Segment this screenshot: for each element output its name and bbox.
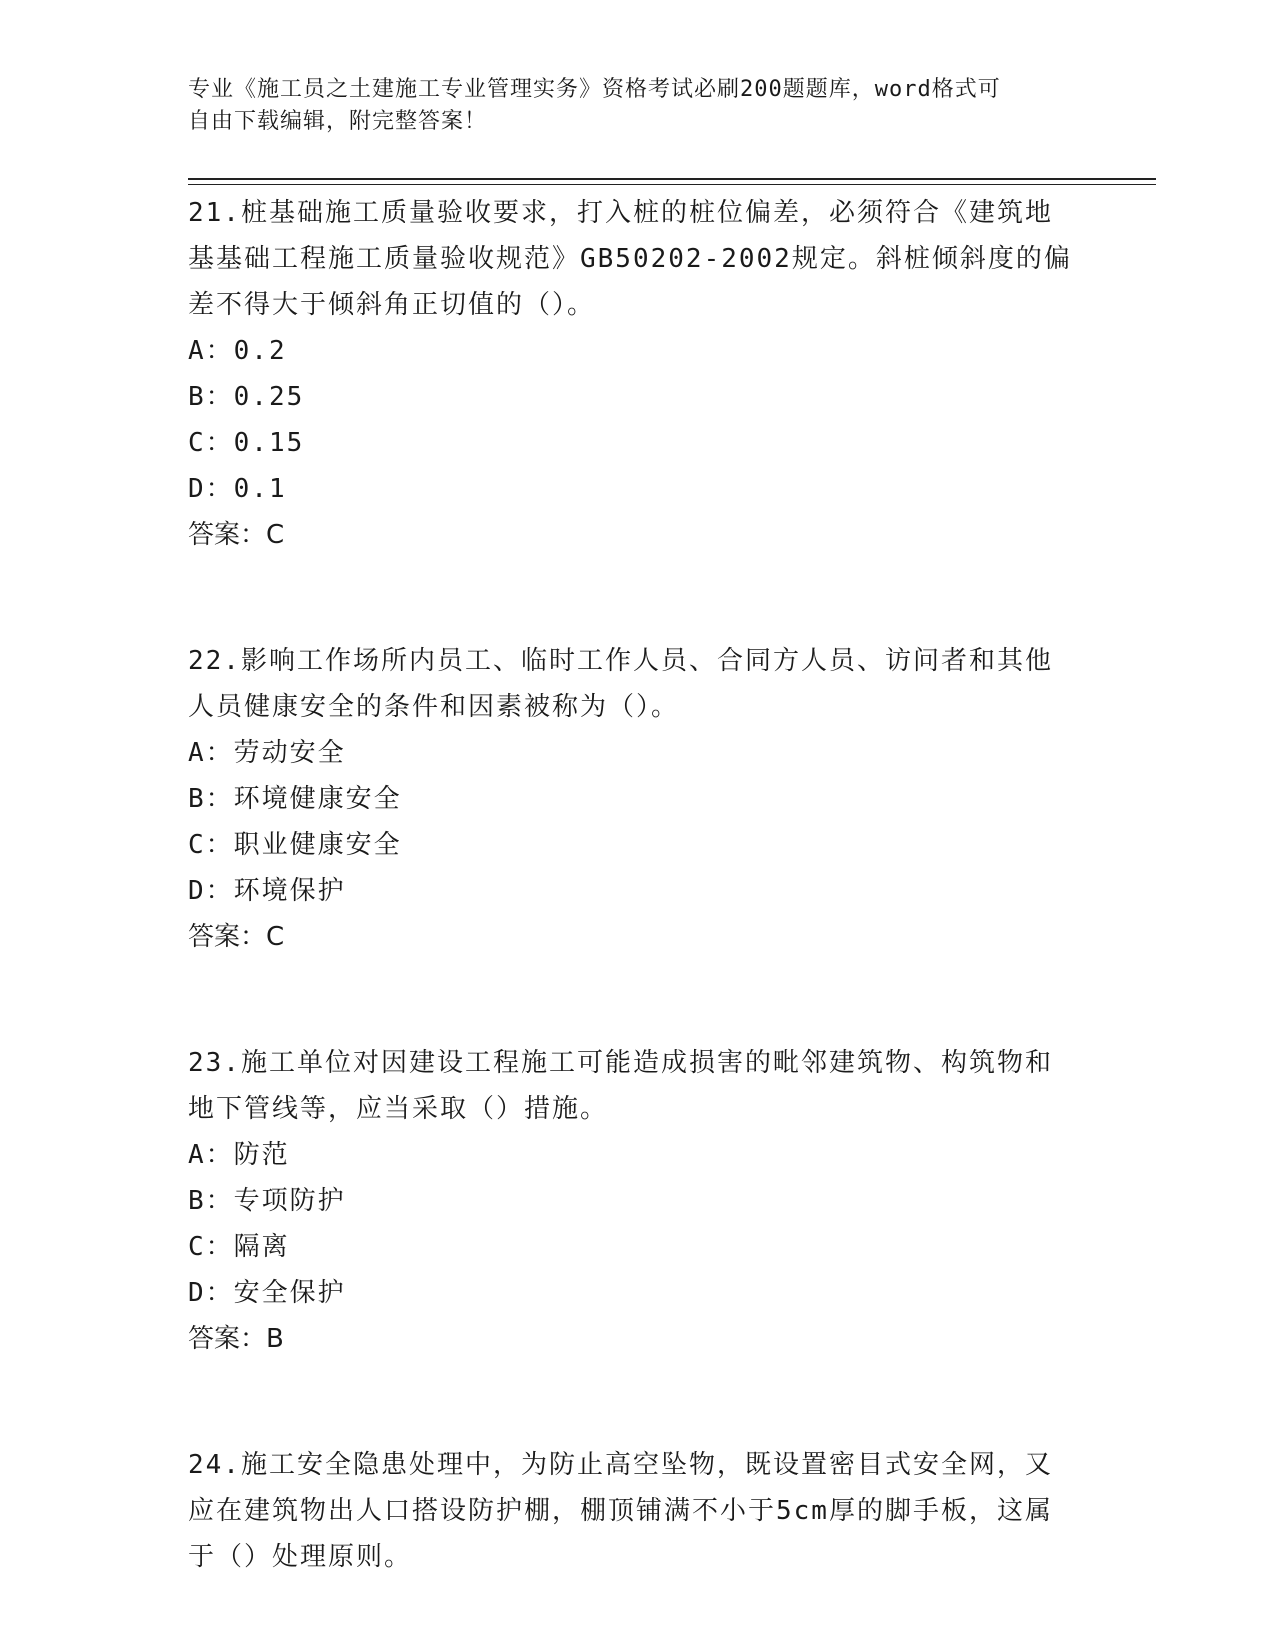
question-22	[188, 638, 1078, 960]
option-b: B：专项防护	[188, 1186, 346, 1216]
question-gap	[188, 960, 1078, 1040]
question-gap	[188, 1362, 1078, 1442]
option-b: B：环境健康安全	[188, 784, 402, 814]
header-subtitle-line: 自由下载编辑，附完整答案！	[188, 109, 488, 134]
question-23	[188, 1040, 1078, 1362]
option-a: A：劳动安全	[188, 738, 346, 768]
question-stem: 21.桩基础施工质量验收要求，打入桩的桩位偏差，必须符合《建筑地基基础工程施工质量验收规范》GB50202-2002规定。斜桩倾斜度的偏差不得大于倾斜角正切值的（）。	[188, 198, 1072, 320]
option-c: C：职业健康安全	[188, 830, 402, 860]
header-divider-thin	[188, 184, 1156, 185]
option-c: C：0.15	[188, 428, 305, 458]
option-a: A：防范	[188, 1140, 290, 1170]
option-d: D：0.1	[188, 474, 287, 504]
question-stem: 24.施工安全隐患处理中，为防止高空坠物，既设置密目式安全网，又应在建筑物出人口搭设防护棚，棚顶铺满不小于5cm厚的脚手板，这属于（）处理原则。	[188, 1450, 1053, 1572]
answer-line: 答案：C	[188, 922, 285, 952]
option-d: D：安全保护	[188, 1278, 346, 1308]
question-list	[188, 190, 1078, 1580]
header-title-line: 专业《施工员之土建施工专业管理实务》资格考试必刷200题题库，word格式可	[188, 77, 1001, 102]
document-header	[188, 74, 1068, 138]
question-21	[188, 190, 1078, 558]
option-b: B：0.25	[188, 382, 305, 412]
option-d: D：环境保护	[188, 876, 346, 906]
answer-line: 答案：B	[188, 1324, 284, 1354]
question-gap	[188, 558, 1078, 638]
question-stem: 23.施工单位对因建设工程施工可能造成损害的毗邻建筑物、构筑物和地下管线等，应当采取（）措施。	[188, 1048, 1053, 1124]
option-a: A：0.2	[188, 336, 287, 366]
question-24	[188, 1442, 1078, 1580]
question-stem: 22.影响工作场所内员工、临时工作人员、合同方人员、访问者和其他人员健康安全的条件和因素被称为（）。	[188, 646, 1053, 722]
option-c: C：隔离	[188, 1232, 290, 1262]
answer-line: 答案：C	[188, 520, 285, 550]
header-divider-thick	[188, 178, 1156, 180]
